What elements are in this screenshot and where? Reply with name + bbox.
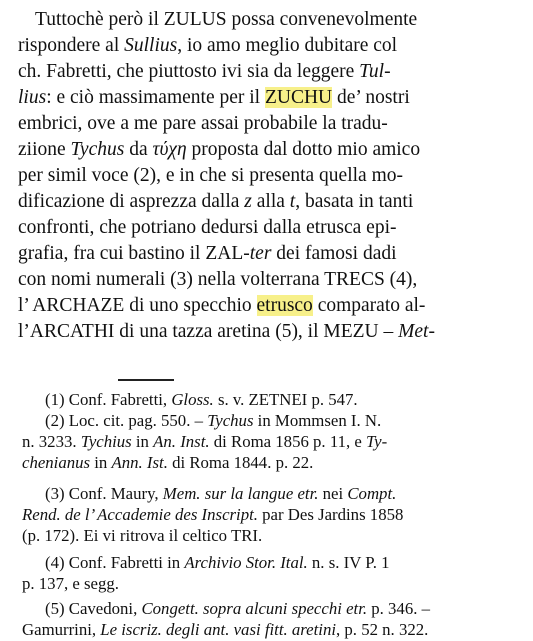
text-span: l’ ARCHAZE di uno specchio — [18, 295, 257, 316]
italic-text: Gloss. — [171, 390, 214, 409]
footnote-separator — [118, 379, 174, 381]
italic-text: lius — [18, 87, 47, 108]
text-span: confronti, che potriano dedursi dalla etrusca epi- — [18, 217, 397, 238]
text-span: grafia, fra cui bastino il ZAL- — [18, 243, 250, 264]
text-span: (1) Conf. Fabretti, — [45, 390, 172, 409]
italic-text: Congett. sopra alcuni specchi etr. — [141, 599, 368, 618]
text-span: per simil voce (2), e in che si presenta quella mo- — [18, 165, 403, 186]
text-span: s. v. ZETNEI p. 547. — [213, 390, 358, 409]
italic-text: τύχη — [152, 139, 187, 160]
italic-text: Rend. de l’ Accademie des Inscript. — [22, 505, 258, 524]
highlighted-text: ZUCHU — [264, 87, 333, 108]
footnote-line — [0, 619, 533, 640]
footnote-line — [0, 452, 533, 473]
footnote-line — [0, 389, 533, 410]
highlighted-text: etrusco — [256, 295, 313, 316]
text-span: : e ciò massimamente per il — [46, 87, 265, 108]
italic-text: Sullius — [124, 35, 178, 56]
italic-text: Archivio Stor. Ital. — [184, 553, 308, 572]
italic-text: Mem. sur la langue etr. — [162, 484, 319, 503]
text-span: alla — [251, 191, 290, 212]
text-span: n. 3233. — [22, 432, 81, 451]
text-span: par Des Jardins 1858 — [257, 505, 404, 524]
text-span: (5) Cavedoni, — [45, 599, 142, 618]
text-line — [0, 319, 533, 345]
text-span: di Roma 1844. p. 22. — [167, 453, 314, 472]
text-line — [0, 7, 533, 33]
text-span: in Mommsen I. N. — [253, 411, 382, 430]
italic-text: Tul- — [359, 61, 391, 82]
italic-text: ter — [249, 243, 272, 264]
text-span: in — [90, 453, 112, 472]
text-span: l’ARCATHI di una tazza aretina (5), il MEZU – — [18, 321, 399, 342]
italic-text: z — [244, 191, 252, 212]
text-line — [0, 189, 533, 215]
text-line — [0, 293, 533, 319]
text-span: (4) Conf. Fabretti in — [45, 553, 185, 572]
italic-text: Ann. Ist. — [111, 453, 168, 472]
text-span: in — [131, 432, 154, 451]
text-line — [0, 267, 533, 293]
text-span: con nomi numerali (3) nella volterrana TRECS (4), — [18, 269, 418, 290]
text-span: (p. 172). Ei vi ritrova il celtico TRI. — [22, 526, 263, 545]
text-line — [0, 33, 533, 59]
text-span: proposta dal dotto mio amico — [186, 139, 421, 160]
text-span: Tuttochè però il ZULUS possa convenevolmente — [35, 9, 418, 30]
text-span: rispondere al — [18, 35, 125, 56]
footnote-line — [0, 525, 533, 546]
text-span: Gamurrini, — [22, 620, 101, 639]
text-span: p. 346. – — [367, 599, 430, 618]
text-span: da — [124, 139, 153, 160]
text-span: dei famosi dadi — [271, 243, 397, 264]
italic-text: chenianus — [22, 453, 91, 472]
text-span: (3) Conf. Maury, — [45, 484, 163, 503]
footnote-line — [0, 504, 533, 525]
text-line — [0, 215, 533, 241]
italic-text: An. Inst. — [153, 432, 210, 451]
footnote-line — [0, 552, 533, 573]
footnote-line — [0, 483, 533, 504]
footnote-line — [0, 410, 533, 431]
italic-text: Tychus — [70, 139, 125, 160]
text-span: (2) Loc. cit. pag. 550. – — [45, 411, 208, 430]
italic-text: Ty- — [366, 432, 388, 451]
text-span: , basata in tanti — [295, 191, 414, 212]
text-span: de’ nostri — [332, 87, 410, 108]
text-span: p. 137, e segg. — [22, 574, 119, 593]
footnote-line — [0, 598, 533, 619]
italic-text: t — [289, 191, 296, 212]
text-line — [0, 241, 533, 267]
text-line — [0, 111, 533, 137]
footnote-line — [0, 431, 533, 452]
footnote-line — [0, 573, 533, 594]
italic-text: Le iscriz. degli ant. vasi fitt. aretini — [100, 620, 337, 639]
text-span: dificazione di asprezza dalla — [18, 191, 245, 212]
text-span: embrici, ove a me pare assai probabile la tradu- — [18, 113, 388, 134]
text-span: nei — [318, 484, 348, 503]
text-span: , io amo meglio dubitare col — [177, 35, 398, 56]
italic-text: Met- — [398, 321, 435, 342]
text-span: comparato al- — [312, 295, 426, 316]
italic-text: Tychus — [207, 411, 254, 430]
text-line — [0, 59, 533, 85]
text-span: , p. 52 n. 322. — [336, 620, 429, 639]
text-line — [0, 85, 533, 111]
text-span: ziione — [18, 139, 71, 160]
italic-text: Tychius — [80, 432, 132, 451]
text-span: n. s. IV P. 1 — [307, 553, 390, 572]
text-line — [0, 137, 533, 163]
text-span: ch. Fabretti, che piuttosto ivi sia da leggere — [18, 61, 360, 82]
text-line — [0, 163, 533, 189]
italic-text: Compt. — [347, 484, 397, 503]
text-span: di Roma 1856 p. 11, e — [209, 432, 367, 451]
